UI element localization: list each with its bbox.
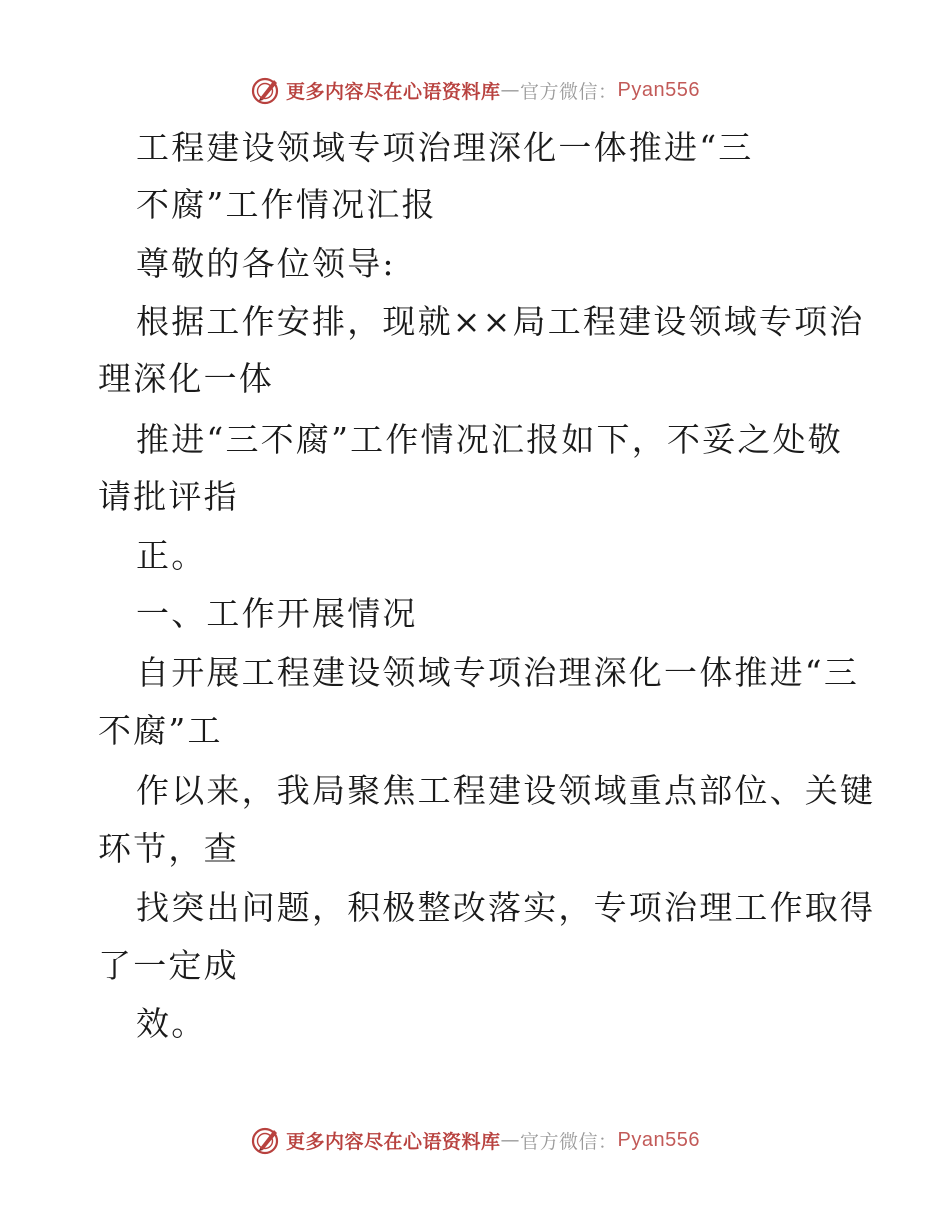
watermark-dash: — [500,79,521,101]
paragraph-line: 效。 [136,1004,207,1043]
footer-watermark [0,1120,950,1160]
header-watermark [0,70,950,110]
salutation: 尊敬的各位领导: [136,244,396,283]
paragraph-line: 理深化一体 [98,359,274,398]
paragraph-line: 找突出问题，积极整改落实，专项治理工作取得 [136,888,876,927]
paragraph-line: 了一定成 [98,946,239,985]
watermark-dash: — [500,1129,521,1151]
title-line-2: 不腐”工作情况汇报 [136,185,437,224]
watermark-site-name: 更多内容尽在心语资料库 [286,80,501,103]
paragraph-line: 推进“三不腐”工作情况汇报如下，不妥之处敬 [136,420,843,459]
paragraph-line: 作以来，我局聚焦工程建设领域重点部位、关键 [136,771,876,810]
paragraph-line: 正。 [136,536,207,575]
pen-logo-icon [250,1124,282,1156]
paragraph-line: 自开展工程建设领域专项治理深化一体推进“三 [136,653,860,692]
paragraph-line: 不腐”工 [98,711,223,750]
paragraph-line: 请批评指 [98,477,239,516]
title-line-1: 工程建设领域专项治理深化一体推进“三 [136,128,754,167]
watermark-wechat-id: Pyan556 [617,78,700,101]
watermark-wechat-id: Pyan556 [617,1128,700,1151]
paragraph-line: 根据工作安排，现就××局工程建设领域专项治 [136,302,865,341]
paragraph-line: 环节，查 [98,829,239,868]
watermark-wechat-label: 官方微信： [520,1130,618,1153]
watermark-wechat-label: 官方微信： [520,80,618,103]
pen-logo-icon [250,74,282,106]
watermark-site-name: 更多内容尽在心语资料库 [286,1130,501,1153]
section-heading: 一、工作开展情况 [136,594,418,633]
